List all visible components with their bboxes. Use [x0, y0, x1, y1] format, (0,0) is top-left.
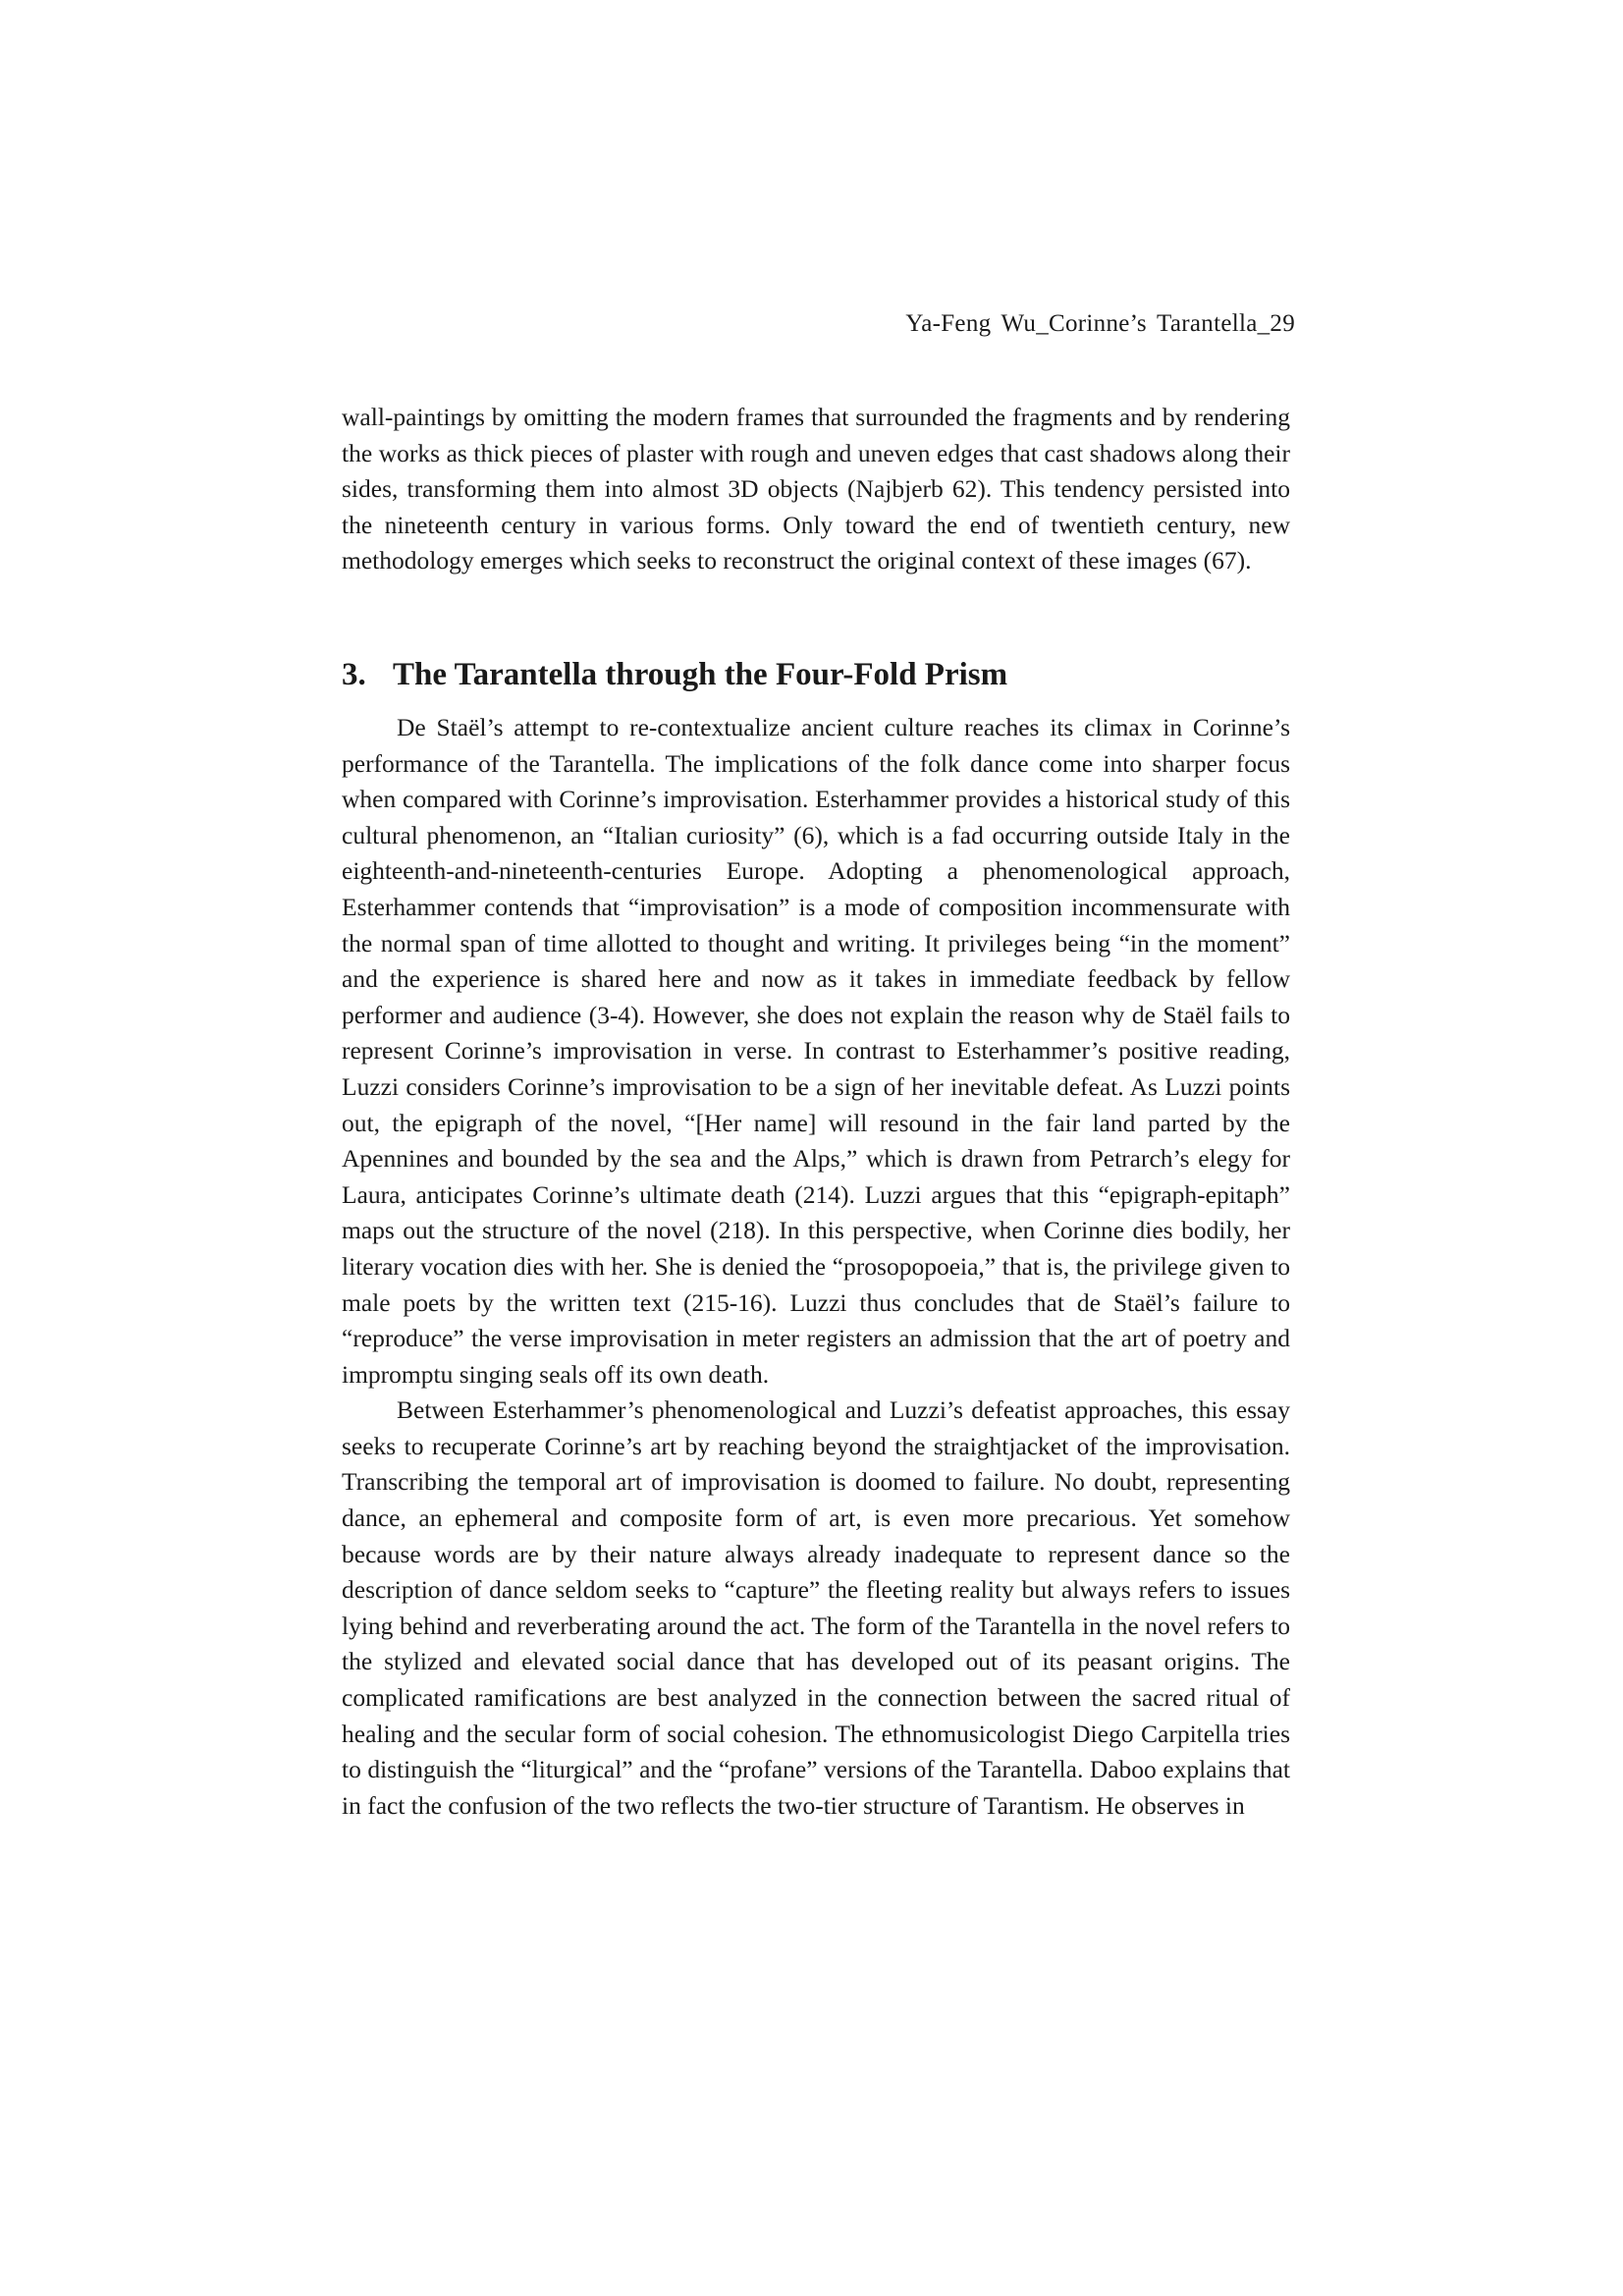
intro-paragraph-block	[342, 400, 1290, 579]
body-paragraph-1: De Staël’s attempt to re-contextualize ancient culture reaches its climax in Corinne’s performance of the Tarantella. The implications of the folk dance come into sharper focus when compared with Corinne’s improvisation. Esterhammer provides a historical study of this cultural phenomenon, an “Italian curiosity” (6), which is a fad occurring outside Italy in the eighteenth-and-nineteenth-centuries Europe. Adopting a phenomenological approach, Esterhammer contends that “improvisation” is a mode of composition incommensurate with the normal span of time allotted to thought and writing. It privileges being “in the moment” and the experience is shared here and now as it takes in immediate feedback by fellow performer and audience (3-4). However, she does not explain the reason why de Staël fails to represent Corinne’s improvisation in verse. In contrast to Esterhammer’s positive reading, Luzzi considers Corinne’s improvisation to be a sign of her inevitable defeat. As Luzzi points out, the epigraph of the novel, “[Her name] will resound in the fair land parted by the Apennines and bounded by the sea and the Alps,” which is drawn from Petrarch’s elegy for Laura, anticipates Corinne’s ultimate death (214). Luzzi argues that this “epigraph-epitaph” maps out the structure of the novel (218). In this perspective, when Corinne dies bodily, her literary vocation dies with her. She is denied the “prosopopoeia,” that is, the privilege given to male poets by the written text (215-16). Luzzi thus concludes that de Staël’s failure to “reproduce” the verse improvisation in meter registers an admission that the art of poetry and impromptu singing seals off its own death.	[342, 713, 1290, 1389]
section-title: The Tarantella through the Four-Fold Prism	[393, 657, 1008, 692]
body-paragraph-2: Between Esterhammer’s phenomenological and Luzzi’s defeatist approaches, this essay seeks to recuperate Corinne’s art by reaching beyond the straightjacket of the improvisation. Transcribing the temporal art of improvisation is doomed to failure. No doubt, representing dance, an ephemeral and composite form of art, is even more precarious. Yet somehow because words are by their nature always already inadequate to represent dance so the description of dance seldom seeks to “capture” the fleeting reality but always refers to issues lying behind and reverberating around the act. The form of the Tarantella in the novel refers to the stylized and elevated social dance that has developed out of its peasant origins. The complicated ramifications are best analyzed in the connection between the sacred ritual of healing and the secular form of social cohesion. The ethnomusicologist Diego Carpitella tries to distinguish the “liturgical” and the “profane” versions of the Tarantella. Daboo explains that in fact the confusion of the two reflects the two-tier structure of Tarantism. He observes in	[342, 1395, 1290, 1820]
section-body	[342, 710, 1290, 1824]
section-heading	[342, 653, 1290, 696]
running-header: Ya-Feng Wu_Corinne’s Tarantella_29	[905, 310, 1295, 337]
section-number: 3.	[342, 657, 366, 692]
intro-paragraph: wall-paintings by omitting the modern frames that surrounded the fragments and by rendering the works as thick pieces of plaster with rough and uneven edges that cast shadows along their sides, transforming them into almost 3D objects (Najbjerb 62). This tendency persisted into the nineteenth century in various forms. Only toward the end of twentieth century, new methodology emerges which seeks to reconstruct the original context of these images (67).	[342, 403, 1290, 575]
